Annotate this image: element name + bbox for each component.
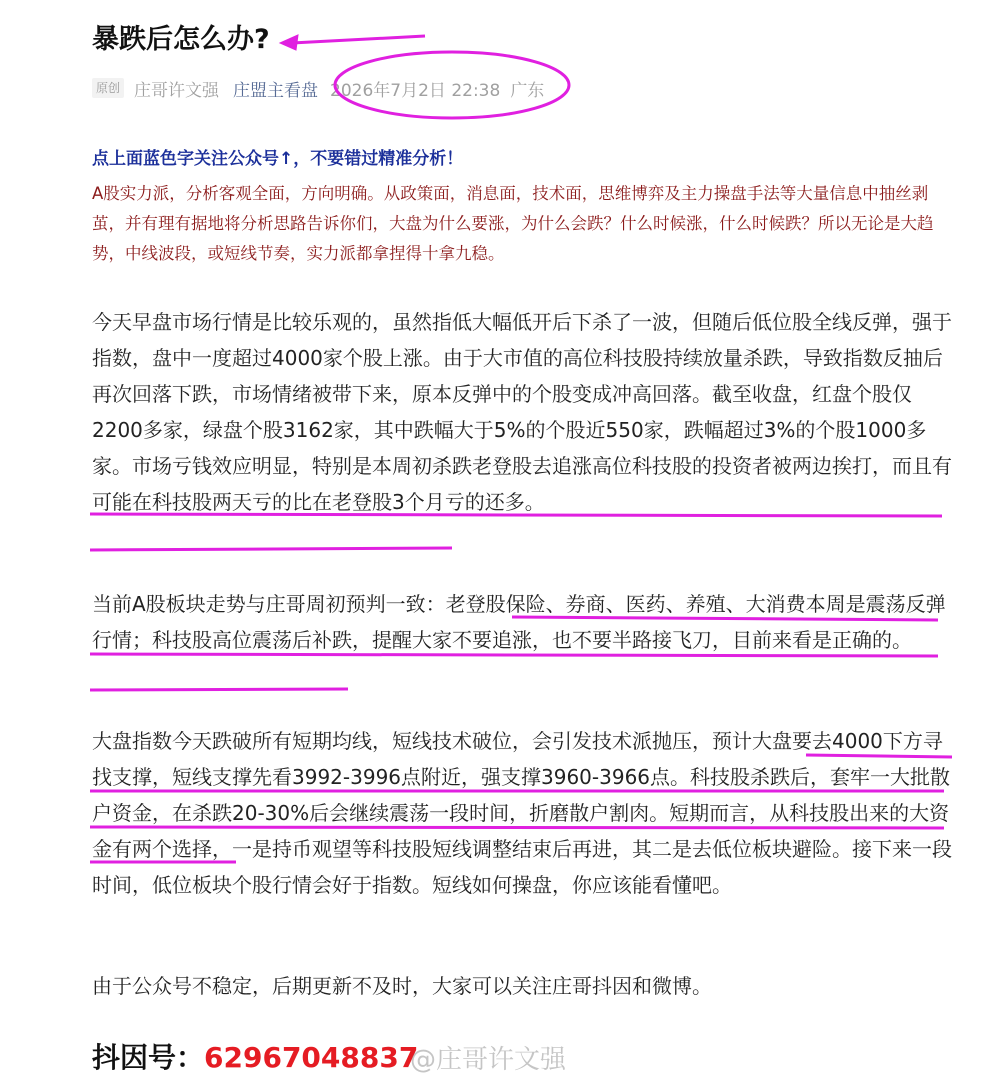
original-badge: 原创: [92, 78, 124, 98]
intro-block: [92, 143, 952, 269]
publish-location: 广东: [510, 80, 545, 101]
article-meta: [92, 75, 544, 101]
douyin-id: 62967048837: [204, 1041, 419, 1074]
intro-headline: 点上面蓝色字关注公众号↑，不要错过精准分析！: [92, 149, 464, 169]
account-link[interactable]: 庄盟主看盘: [233, 80, 319, 101]
watermark: @庄哥许文强: [410, 1045, 567, 1075]
footer-contact: [92, 1036, 418, 1080]
paragraph-follow-note: 由于公众号不稳定，后期更新不及时，大家可以关注庄哥抖因和微博。: [92, 974, 712, 998]
paragraph-market-summary: 今天早盘市场行情是比较乐观的，虽然指低大幅低开后下杀了一波，但随后低位股全线反弹，强于指数，盘中一度超过4000家个股上涨。由于大市值的高位科技股持续放量杀跌，导致指数反抽后再次回落下跌，市场情绪被带下来，原本反弹中的个股变成冲高回落。截至收盘，红盘个股仅2200多家，绿盘个股3162家，其中跌幅大于5%的个股近550家，跌幅超过3%的个股1000多家。市场亏钱效应明显，特别是本周初杀跌老登股去追涨高位科技股的投资者被两边挨打，而且有可能在科技股两天亏的比在老登股3个月亏的还多。: [92, 310, 952, 514]
paragraph-index-outlook: 大盘指数今天跌破所有短期均线，短线技术破位，会引发技术派抛压，预计大盘要去4000下方寻找支撑，短线支撑先看3992-3996点附近，强支撑3960-3966点。科技股杀跌后，套牢一大批散户资金，在杀跌20-30%后会继续震荡一段时间，折磨散户割肉。短期而言，从科技股出来的大资金有两个选择，一是持币观望等科技股短线调整结束后再进，其二是去低位板块避险。接下来一段时间，低位板块个股行情会好于指数。短线如何操盘，你应该能看懂吧。: [92, 729, 952, 897]
publish-date: 2026年7月2日 22:38: [330, 80, 501, 101]
author-name: 庄哥许文强: [134, 80, 220, 101]
paragraph-sector-forecast: 当前A股板块走势与庄哥周初预判一致：老登股保险、券商、医药、养殖、大消费本周是震荡反弹行情；科技股高位震荡后补跌，提醒大家不要追涨，也不要半路接飞刀，目前来看是正确的。: [92, 592, 946, 652]
douyin-label: 抖因号：: [92, 1041, 205, 1074]
article-title: 暴跌后怎么办?: [92, 24, 270, 55]
intro-body: A股实力派，分析客观全面，方向明确。从政策面，消息面，技术面，思维博弈及主力操盘手法等大量信息中抽丝剥茧，并有理有据地将分析思路告诉你们，大盘为什么要涨，为什么会跌？什么时候涨，什么时候跌？所以无论是大趋势，中线波段，或短线节奏，实力派都拿捏得十拿九稳。: [92, 184, 934, 263]
